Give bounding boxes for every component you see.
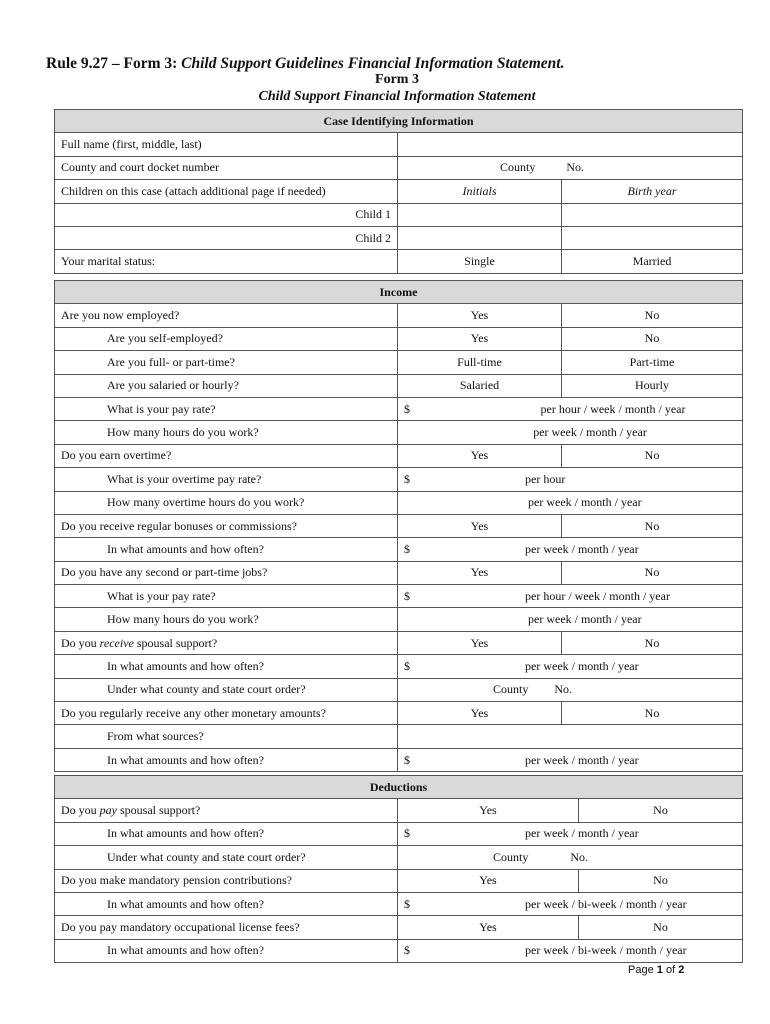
table-row (55, 397, 743, 420)
table-row (55, 846, 743, 869)
bonuses-no[interactable]: No (562, 514, 743, 537)
ded-court-order-field[interactable] (398, 846, 743, 869)
table-row (55, 748, 743, 771)
table-row (55, 892, 743, 915)
table-row (55, 608, 743, 631)
second-job-yes[interactable]: Yes (398, 561, 562, 584)
other-monetary-yes[interactable]: Yes (398, 702, 562, 725)
table-row (55, 514, 743, 537)
employed-yes[interactable]: Yes (398, 304, 562, 327)
case-info-table (54, 109, 743, 274)
second-hours-unit: per week / month / year (528, 612, 642, 627)
page-number: Page 1 of 2 (628, 964, 685, 976)
table-row (55, 822, 743, 845)
table-row (55, 180, 743, 203)
form-subtitle: Child Support Financial Information Statement (258, 89, 536, 104)
other-monetary-no[interactable]: No (562, 702, 743, 725)
table-row (55, 678, 743, 701)
child2-birthyear-field[interactable] (562, 226, 743, 249)
county-word: County (493, 849, 529, 864)
pension-label: Do you make mandatory pension contributions? (55, 869, 398, 892)
rule-italic-title: Child Support Guidelines Financial Information Statement. (181, 55, 565, 72)
table-row (55, 327, 743, 350)
overtime-yes[interactable]: Yes (398, 444, 562, 467)
second-job-no[interactable]: No (562, 561, 743, 584)
table-row (55, 561, 743, 584)
license-unit: per week / bi-week / month / year (525, 943, 687, 958)
child2-label: Child 2 (55, 226, 398, 249)
second-hours-field[interactable] (398, 608, 743, 631)
second-pay-rate-field[interactable] (398, 585, 743, 608)
license-label: Do you pay mandatory occupational license fees? (55, 916, 398, 939)
dollar-sign: $ (404, 943, 410, 958)
rule-prefix: Rule 9.27 – Form 3: (46, 55, 178, 72)
other-monetary-label: Do you regularly receive any other monetary amounts? (55, 702, 398, 725)
ot-rate-field[interactable] (398, 468, 743, 491)
salaried-hourly-label: Are you salaried or hourly? (55, 374, 398, 397)
self-employed-yes[interactable]: Yes (398, 327, 562, 350)
ot-rate-unit: per hour (525, 471, 566, 486)
pay-spousal-amounts-label: In what amounts and how often? (55, 822, 398, 845)
part-time-option[interactable]: Part-time (562, 351, 743, 374)
second-hours-label: How many hours do you work? (55, 608, 398, 631)
pay-spousal-yes[interactable]: Yes (398, 799, 579, 822)
table-row (55, 444, 743, 467)
dollar-sign: $ (404, 541, 410, 556)
spousal-unit: per week / month / year (525, 658, 639, 673)
employed-no[interactable]: No (562, 304, 743, 327)
docket-no-word: No. (566, 160, 585, 175)
pay-rate-label: What is your pay rate? (55, 397, 398, 420)
child1-birthyear-field[interactable] (562, 203, 743, 226)
dollar-sign: $ (404, 588, 410, 603)
hours-work-label: How many hours do you work? (55, 421, 398, 444)
receive-spousal-label: Do you receive spousal support? (55, 631, 398, 654)
table-row (55, 916, 743, 939)
child1-label: Child 1 (55, 203, 398, 226)
receive-spousal-yes[interactable]: Yes (398, 631, 562, 654)
court-order-field[interactable] (398, 678, 743, 701)
ded-court-order-label: Under what county and state court order? (55, 846, 398, 869)
full-name-label: Full name (first, middle, last) (55, 133, 398, 156)
other-amounts-label: In what amounts and how often? (55, 748, 398, 771)
bonuses-yes[interactable]: Yes (398, 514, 562, 537)
deductions-table (54, 775, 743, 963)
single-option[interactable]: Single (398, 250, 562, 273)
full-name-field[interactable] (398, 133, 743, 156)
pay-rate-field[interactable] (398, 397, 743, 420)
dollar-sign: $ (404, 826, 410, 841)
sources-field[interactable] (398, 725, 743, 748)
child2-initials-field[interactable] (398, 226, 562, 249)
county-word: County (500, 160, 536, 175)
pension-amounts-field[interactable] (398, 892, 743, 915)
ot-hours-label: How many overtime hours do you work? (55, 491, 398, 514)
table-row (55, 702, 743, 725)
section-header-case: Case Identifying Information (55, 110, 743, 133)
hourly-option[interactable]: Hourly (562, 374, 743, 397)
pay-spousal-label: Do you pay spousal support? (55, 799, 398, 822)
ded-no-word: No. (570, 849, 589, 864)
employed-label: Are you now employed? (55, 304, 398, 327)
pay-spousal-no[interactable]: No (579, 799, 743, 822)
license-no[interactable]: No (579, 916, 743, 939)
sources-label: From what sources? (55, 725, 398, 748)
table-row (55, 869, 743, 892)
license-amounts-field[interactable] (398, 939, 743, 962)
form-number: Form 3 (375, 72, 419, 87)
table-row (55, 585, 743, 608)
table-row (55, 304, 743, 327)
second-job-label: Do you have any second or part-time jobs? (55, 561, 398, 584)
county-word: County (493, 682, 529, 697)
pension-no[interactable]: No (579, 869, 743, 892)
second-pay-unit: per hour / week / month / year (525, 588, 670, 603)
table-row (55, 939, 743, 962)
pay-rate-unit: per hour / week / month / year (540, 401, 686, 416)
table-row (55, 655, 743, 678)
bonus-amounts-field[interactable] (398, 538, 743, 561)
ot-rate-label: What is your overtime pay rate? (55, 468, 398, 491)
self-employed-no[interactable]: No (562, 327, 743, 350)
dollar-sign: $ (404, 896, 410, 911)
section-header-deductions: Deductions (55, 776, 743, 799)
table-row (55, 156, 743, 179)
self-employed-label: Are you self-employed? (55, 327, 398, 350)
pay-spousal-amounts-field[interactable] (398, 822, 743, 845)
table-row (55, 374, 743, 397)
pension-unit: per week / bi-week / month / year (525, 896, 687, 911)
ot-hours-unit: per week / month / year (528, 495, 642, 510)
dollar-sign: $ (404, 752, 410, 767)
other-unit: per week / month / year (525, 752, 639, 767)
married-option[interactable]: Married (562, 250, 743, 273)
table-row (55, 421, 743, 444)
county-docket-label: County and court docket number (55, 156, 398, 179)
income-table (54, 280, 743, 772)
table-row (55, 133, 743, 156)
overtime-label: Do you earn overtime? (55, 444, 398, 467)
license-amounts-label: In what amounts and how often? (55, 939, 398, 962)
table-row (55, 468, 743, 491)
dollar-sign: $ (404, 401, 410, 416)
table-row (55, 226, 743, 249)
child1-initials-field[interactable] (398, 203, 562, 226)
spousal-amounts-field[interactable] (398, 655, 743, 678)
hours-work-field[interactable] (398, 421, 743, 444)
table-row (55, 799, 743, 822)
bonuses-label: Do you receive regular bonuses or commissions? (55, 514, 398, 537)
county-docket-field[interactable] (398, 156, 743, 179)
dollar-sign: $ (404, 471, 410, 486)
court-order-label: Under what county and state court order? (55, 678, 398, 701)
pension-yes[interactable]: Yes (398, 869, 579, 892)
section-header-income: Income (55, 281, 743, 304)
table-row (55, 538, 743, 561)
pension-amounts-label: In what amounts and how often? (55, 892, 398, 915)
bonus-amounts-label: In what amounts and how often? (55, 538, 398, 561)
table-row (55, 203, 743, 226)
overtime-no[interactable]: No (562, 444, 743, 467)
full-part-label: Are you full- or part-time? (55, 351, 398, 374)
initials-header: Initials (398, 180, 562, 203)
table-row (55, 250, 743, 273)
other-amounts-field[interactable] (398, 748, 743, 771)
order-no-word: No. (554, 682, 573, 697)
license-yes[interactable]: Yes (398, 916, 579, 939)
bonus-unit: per week / month / year (525, 541, 639, 556)
dollar-sign: $ (404, 658, 410, 673)
table-row (55, 351, 743, 374)
children-label: Children on this case (attach additional page if needed) (55, 180, 398, 203)
table-row (55, 725, 743, 748)
receive-spousal-no[interactable]: No (562, 631, 743, 654)
full-time-option[interactable]: Full-time (398, 351, 562, 374)
birth-year-header: Birth year (562, 180, 743, 203)
second-pay-rate-label: What is your pay rate? (55, 585, 398, 608)
spousal-amounts-label: In what amounts and how often? (55, 655, 398, 678)
table-row (55, 491, 743, 514)
salaried-option[interactable]: Salaried (398, 374, 562, 397)
marital-label: Your marital status: (55, 250, 398, 273)
hours-unit: per week / month / year (533, 425, 647, 440)
pay-spousal-unit: per week / month / year (525, 826, 639, 841)
table-row (55, 631, 743, 654)
rule-title (46, 55, 770, 73)
ot-hours-field[interactable] (398, 491, 743, 514)
